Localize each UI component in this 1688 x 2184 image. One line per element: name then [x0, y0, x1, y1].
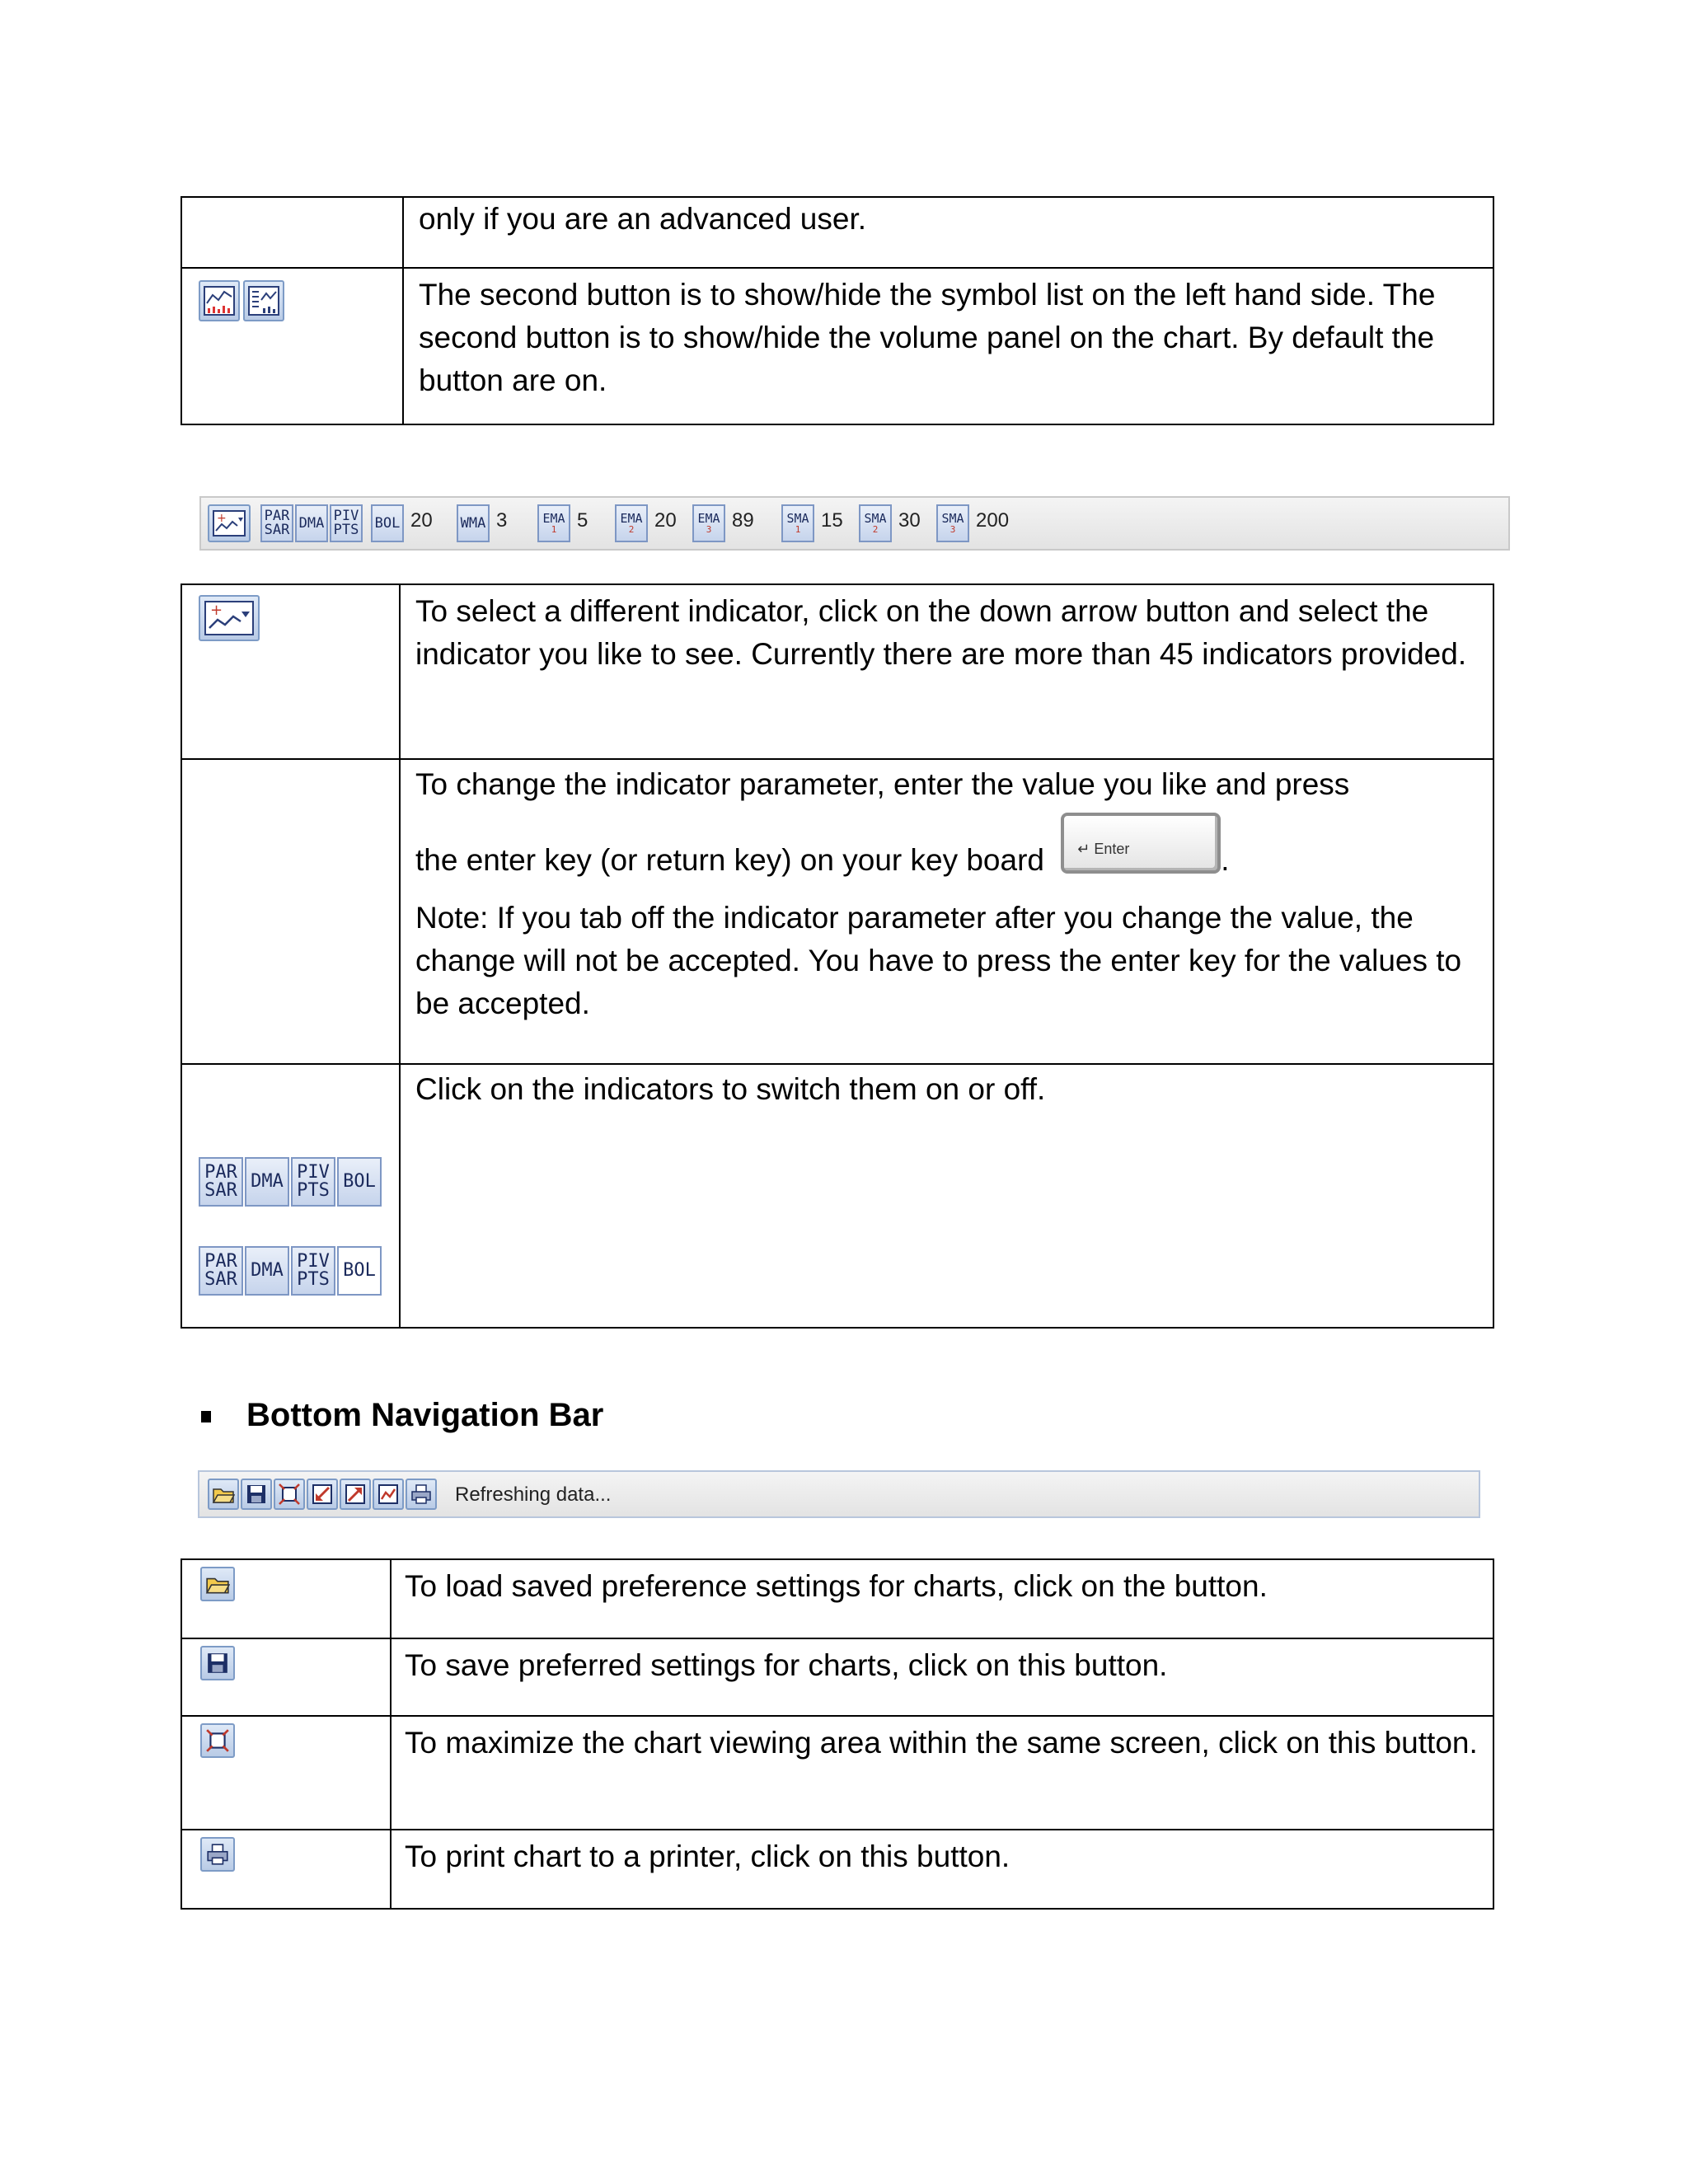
indicator-select-text: To select a different indicator, click on the down arrow button and select the indicator you like to see. Currently there are more than 45 indicators provided.: [415, 594, 1467, 671]
pivpts-button[interactable]: [291, 1246, 335, 1296]
save-disk-icon[interactable]: [200, 1646, 235, 1680]
save-disk-icon[interactable]: [241, 1479, 272, 1510]
top-table: [181, 196, 1494, 425]
load-text-cell: [391, 1559, 1493, 1638]
toolbar-ema3-button[interactable]: [692, 504, 725, 542]
svg-text:+: +: [210, 602, 223, 619]
sma1-sub: 1: [795, 524, 801, 535]
bol-param-value[interactable]: 20: [410, 509, 433, 532]
enter-key-label: Enter: [1094, 841, 1130, 857]
toolbar-parsar-button[interactable]: [260, 504, 293, 542]
indicator-toolbar: [199, 496, 1510, 551]
pivpts-on-label-bottom: PTS: [297, 1180, 330, 1201]
toolbar-dma-button[interactable]: [295, 504, 328, 542]
toolbar-sma2-button[interactable]: [859, 504, 892, 542]
indicator-select-text-cell: [400, 584, 1493, 759]
indicator-table: [181, 583, 1494, 1329]
sma2-sub: 2: [872, 524, 879, 535]
reset-view-icon[interactable]: [373, 1479, 404, 1510]
zoom-in-arrow-icon[interactable]: [307, 1479, 338, 1510]
indicator-switch-text: Click on the indicators to switch them on or off.: [415, 1072, 1046, 1106]
sma2-param-value[interactable]: 30: [898, 509, 921, 532]
ema1-sub: 1: [551, 524, 557, 535]
ema1-label: EMA: [542, 511, 565, 526]
pivpts-label-bottom: PTS: [297, 1269, 330, 1290]
print-icon[interactable]: [200, 1837, 235, 1872]
maximize-icon[interactable]: [274, 1479, 305, 1510]
bol-on-button[interactable]: [337, 1157, 382, 1207]
enter-arrow-icon: ↵: [1077, 841, 1090, 857]
bol-off-label: BOL: [343, 1260, 376, 1281]
sma3-param-value[interactable]: 200: [976, 509, 1010, 532]
indicator-switch-text-cell: [400, 1064, 1493, 1328]
ema2-label: EMA: [620, 511, 643, 526]
print-text-cell: [391, 1830, 1493, 1909]
dma-on-button[interactable]: [245, 1157, 289, 1207]
toggle-icons-cell: [181, 268, 403, 424]
toolbar-sma3-button[interactable]: [936, 504, 969, 542]
load-icon-cell: [181, 1559, 391, 1638]
indicator-param-icon-cell: [181, 759, 400, 1064]
indicators-off-group: [199, 1246, 382, 1296]
pivpts-on-button[interactable]: [291, 1157, 335, 1207]
dma-label: DMA: [251, 1260, 284, 1281]
print-icon-cell: [181, 1830, 391, 1909]
parsar-label-bottom: SAR: [264, 522, 290, 538]
param-instruction-period: .: [1221, 843, 1230, 877]
volume-panel-toggle-icon[interactable]: [243, 280, 284, 321]
maximize-text-cell: [391, 1716, 1493, 1830]
dma-button[interactable]: [245, 1246, 289, 1296]
sma3-sub: 3: [950, 524, 956, 535]
toolbar-sma1-button[interactable]: [781, 504, 814, 542]
parsar-on-label-top: PAR: [204, 1162, 237, 1183]
ema3-param-value[interactable]: 89: [732, 509, 754, 532]
enter-key-image: [1061, 813, 1221, 874]
sma2-label: SMA: [864, 511, 887, 526]
section-heading: Bottom Navigation Bar: [246, 1397, 604, 1433]
indicator-select-icon[interactable]: [208, 504, 251, 542]
param-note-text: Note: If you tab off the indicator parameter after you change the value, the change will not be accepted. You have to press the enter key for the values to be accepted.: [415, 901, 1462, 1020]
symbol-list-toggle-icon[interactable]: [199, 280, 240, 321]
bol-on-label: BOL: [343, 1171, 376, 1192]
bol-label: BOL: [374, 514, 401, 532]
maximize-text: To maximize the chart viewing area within the same screen, click on this button.: [405, 1726, 1478, 1760]
indicator-select-cell: [181, 584, 400, 759]
save-icon-cell: [181, 1638, 391, 1716]
dma-label: DMA: [298, 514, 325, 532]
indicators-on-group: [199, 1157, 382, 1207]
open-folder-icon[interactable]: [208, 1479, 239, 1510]
ema3-label: EMA: [697, 511, 720, 526]
toolbar-wma-button[interactable]: [457, 504, 490, 542]
parsar-label-top: PAR: [204, 1251, 237, 1272]
wma-param-value[interactable]: 3: [496, 509, 508, 532]
toolbar-ema2-button[interactable]: [615, 504, 648, 542]
svg-text:+: +: [217, 512, 227, 525]
param-instruction-line1: To change the indicator parameter, enter the value you like and press: [415, 767, 1350, 801]
open-folder-icon[interactable]: [200, 1567, 235, 1601]
indicator-select-icon[interactable]: [199, 595, 260, 641]
pivpts-label-bottom: PTS: [333, 522, 359, 538]
ema2-param-value[interactable]: 20: [654, 509, 677, 532]
advanced-user-text: only if you are an advanced user.: [419, 202, 867, 236]
sma3-label: SMA: [941, 511, 964, 526]
print-text: To print chart to a printer, click on this button.: [405, 1840, 1010, 1873]
toggle-description-cell: [403, 268, 1493, 424]
status-text: Refreshing data...: [455, 1483, 612, 1506]
parsar-on-button[interactable]: [199, 1157, 243, 1207]
pivpts-label-top: PIV: [333, 508, 359, 524]
sma1-label: SMA: [786, 511, 809, 526]
parsar-button[interactable]: [199, 1246, 243, 1296]
save-text-cell: [391, 1638, 1493, 1716]
indicator-switch-icons-cell: [181, 1064, 400, 1328]
maximize-icon-cell: [181, 1716, 391, 1830]
load-text: To load saved preference settings for charts, click on the button.: [405, 1569, 1268, 1603]
parsar-label-top: PAR: [264, 508, 290, 524]
toolbar-ema1-button[interactable]: [537, 504, 570, 542]
toggle-description-text: The second button is to show/hide the symbol list on the left hand side. The second button is to show/hide the volume panel on the chart. By default the button are on.: [419, 278, 1436, 397]
dma-on-label: DMA: [251, 1171, 284, 1192]
ema1-param-value[interactable]: 5: [577, 509, 588, 532]
sma1-param-value[interactable]: 15: [821, 509, 843, 532]
wma-label: WMA: [460, 514, 486, 532]
zoom-out-arrow-icon[interactable]: [340, 1479, 371, 1510]
top-table-icon-cell: [181, 197, 403, 268]
bottom-navigation-bar: [198, 1470, 1480, 1518]
ema3-sub: 3: [706, 524, 712, 535]
toolbar-pivpts-button[interactable]: [330, 504, 363, 542]
print-icon[interactable]: [406, 1479, 437, 1510]
maximize-icon[interactable]: [200, 1723, 235, 1758]
parsar-label-bottom: SAR: [204, 1269, 237, 1290]
indicator-param-text-cell: [400, 759, 1493, 1064]
param-instruction-line2: the enter key (or return key) on your key board: [415, 843, 1044, 877]
ema2-sub: 2: [628, 524, 635, 535]
parsar-on-label-bottom: SAR: [204, 1180, 237, 1201]
pivpts-on-label-top: PIV: [297, 1162, 330, 1183]
save-text: To save preferred settings for charts, click on this button.: [405, 1648, 1168, 1682]
bottom-nav-table: [181, 1558, 1494, 1910]
bullet-icon: [201, 1411, 211, 1422]
top-table-text-cell: [403, 197, 1493, 268]
toolbar-bol-button[interactable]: [371, 504, 404, 542]
bol-off-button[interactable]: [337, 1246, 382, 1296]
pivpts-label-top: PIV: [297, 1251, 330, 1272]
